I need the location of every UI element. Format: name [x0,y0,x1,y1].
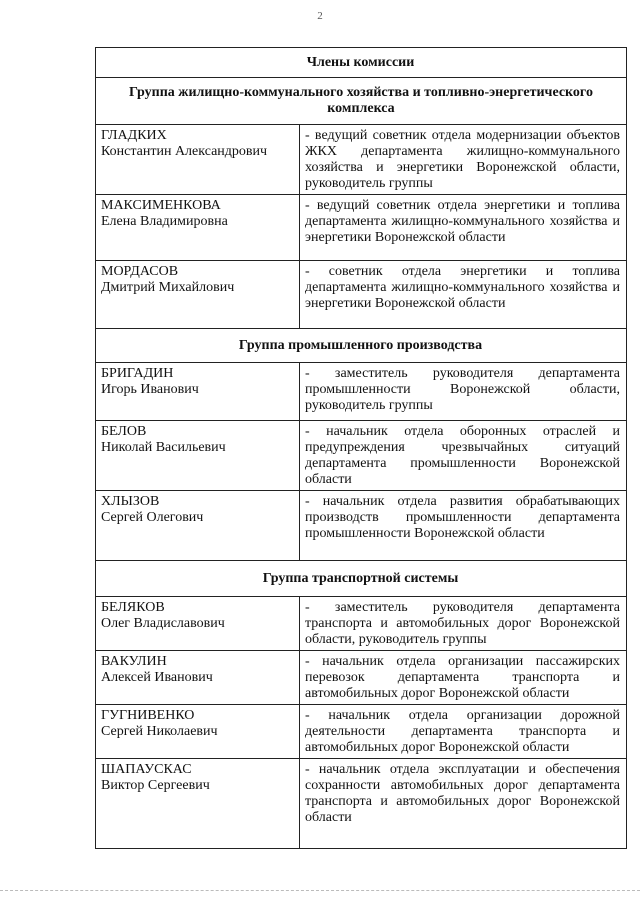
page-bottom-divider [0,890,640,891]
commission-table [95,47,627,849]
table-title: Члены комиссии [96,48,627,78]
member-name [96,363,300,421]
member-row [96,363,627,421]
group-header-row [96,78,627,125]
member-name [96,195,300,261]
member-name [96,651,300,705]
member-row [96,125,627,195]
member-row [96,759,627,849]
member-given-name: Виктор Сергеевич [101,778,210,793]
member-name [96,597,300,651]
member-row [96,491,627,561]
member-given-name: Сергей Олегович [101,510,204,525]
member-row [96,421,627,491]
member-name [96,491,300,561]
member-surname: БЕЛЯКОВ [101,600,165,615]
member-name [96,125,300,195]
member-name [96,421,300,491]
member-surname: ГЛАДКИХ [101,128,167,143]
member-name [96,261,300,329]
member-row [96,651,627,705]
page-number: 2 [317,10,323,22]
member-row [96,261,627,329]
group-header-row [96,561,627,597]
member-given-name: Дмитрий Михайлович [101,280,235,295]
member-given-name: Олег Владиславович [101,616,225,631]
member-role: - ведущий советник отдела энергетики и топлива департамента жилищно-коммунального хозяйства и энергетики Воронежской области [300,195,627,261]
member-role: - ведущий советник отдела модернизации объектов ЖКХ департамента жилищно-коммунального хозяйства и энергетики Воронежской области, руководитель группы [300,125,627,195]
member-role: - начальник отдела эксплуатации и обеспечения сохранности автомобильных дорог департамента транспорта и автомобильных дорог Воронежской области [300,759,627,849]
member-role: - заместитель руководителя департамента транспорта и автомобильных дорог Воронежской области, руководитель группы [300,597,627,651]
member-surname: МАКСИМЕНКОВА [101,198,221,213]
member-row [96,705,627,759]
member-surname: БРИГАДИН [101,366,174,381]
member-given-name: Николай Васильевич [101,440,226,455]
group-header-row [96,329,627,363]
member-surname: ШАПАУСКАС [101,762,192,777]
member-given-name: Сергей Николаевич [101,724,218,739]
member-surname: ХЛЫЗОВ [101,494,160,509]
member-role: - советник отдела энергетики и топлива департамента жилищно-коммунального хозяйства и энергетики Воронежской области [300,261,627,329]
member-row [96,195,627,261]
member-given-name: Елена Владимировна [101,214,228,229]
member-name [96,705,300,759]
group-title: Группа промышленного производства [96,329,627,363]
member-given-name: Алексей Иванович [101,670,213,685]
member-surname: ВАКУЛИН [101,654,167,669]
member-role: - начальник отдела организации дорожной деятельности департамента транспорта и автомобильных дорог Воронежской области [300,705,627,759]
table-title-row [96,48,627,78]
member-surname: ГУГНИВЕНКО [101,708,195,723]
member-role: - начальник отдела оборонных отраслей и предупреждения чрезвычайных ситуаций департамента промышленности Воронежской области [300,421,627,491]
member-surname: БЕЛОВ [101,424,147,439]
member-given-name: Игорь Иванович [101,382,199,397]
group-title: Группа транспортной системы [96,561,627,597]
member-name [96,759,300,849]
member-role: - начальник отдела организации пассажирских перевозок департамента транспорта и автомобильных дорог Воронежской области [300,651,627,705]
member-surname: МОРДАСОВ [101,264,179,279]
member-role: - заместитель руководителя департамента промышленности Воронежской области, руководитель группы [300,363,627,421]
member-role: - начальник отдела развития обрабатывающих производств промышленности департамента промышленности Воронежской области [300,491,627,561]
member-given-name: Константин Александрович [101,144,268,159]
member-row [96,597,627,651]
group-title: Группа жилищно-коммунального хозяйства и топливно-энергетического комплекса [96,78,627,125]
